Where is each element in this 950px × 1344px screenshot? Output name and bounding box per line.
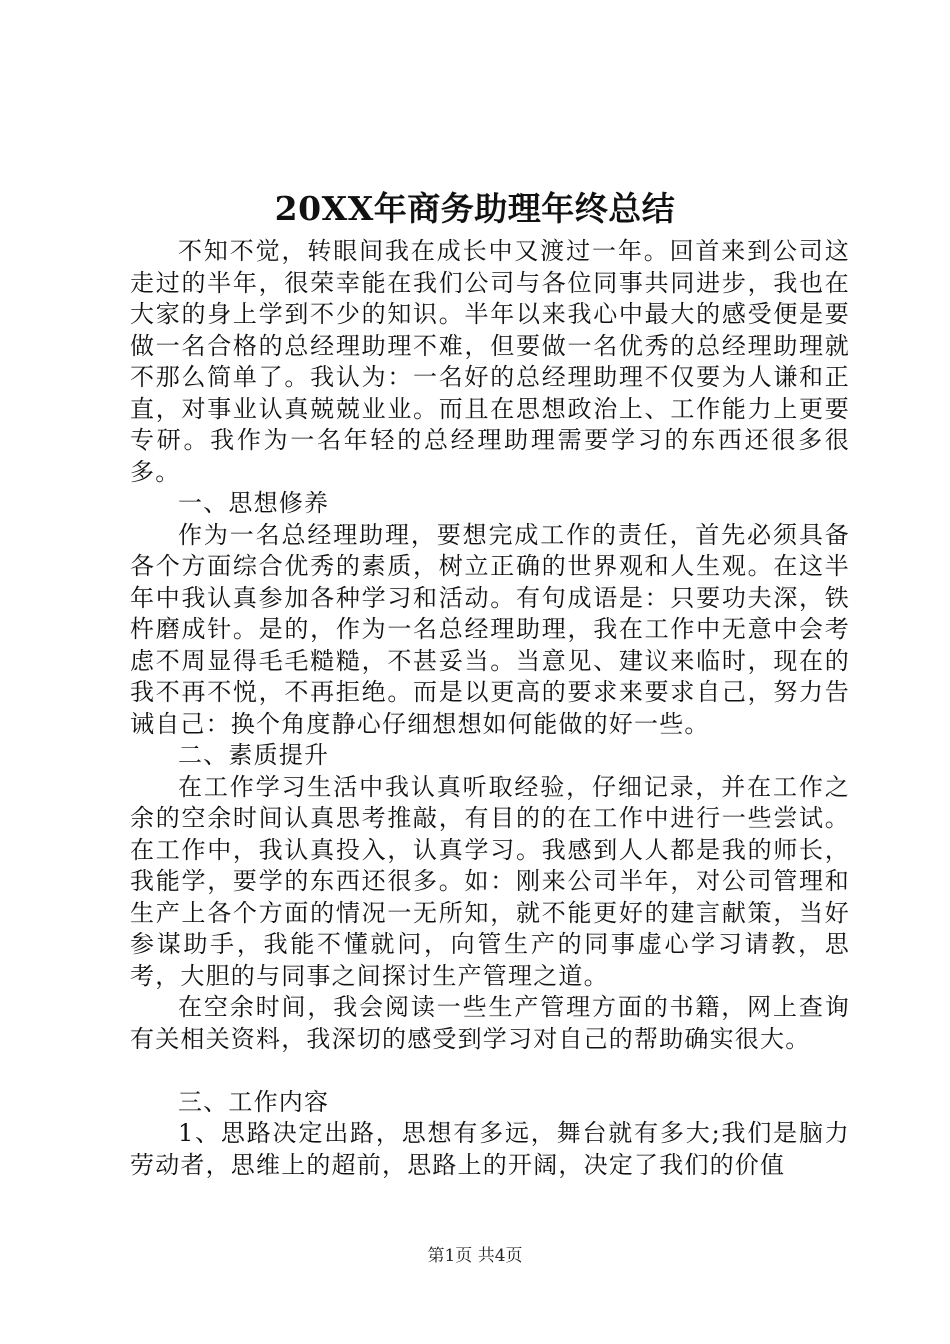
section-2-paragraph-2: 在空余时间，我会阅读一些生产管理方面的书籍，网上查询有关相关资料，我深切的感受到学习对自己的帮助确实很大。 (130, 993, 850, 1053)
section-heading-3: 三、工作内容 (178, 1087, 330, 1116)
document-title: 20XX年商务助理年终总结 (274, 189, 676, 228)
intro-paragraph: 不知不觉，转眼间我在成长中又渡过一年。回首来到公司这走过的半年，很荣幸能在我们公司与各位同事共同进步，我也在大家的身上学到不少的知识。半年以来我心中最大的感受便是要做一名合格的总经理助理不难，但要做一名优秀的总经理助理就不那么简单了。我认为：一名好的总经理助理不仅要为人谦和正直，对事业认真兢兢业业。而且在思想政治上、工作能力上更要专研。我作为一名年轻的总经理助理需要学习的东西还很多很多。 (130, 237, 850, 486)
section-heading-2: 二、素质提升 (178, 741, 330, 769)
section-2-paragraph-1: 在工作学习生活中我认真听取经验，仔细记录，并在工作之余的空余时间认真思考推敲，有目的的在工作中进行一些尝试。在工作中，我认真投入，认真学习。我感到人人都是我的师长，我能学，要学的东西还很多。如：刚来公司半年，对公司管理和生产上各个方面的情况一无所知，就不能更好的建言献策，当好参谋助手，我能不懂就问，向管生产的同事虚心学习请教，思考，大胆的与同事之间探讨生产管理之道。 (130, 772, 850, 990)
section-1-paragraph: 作为一名总经理助理，要想完成工作的责任，首先必须具备各个方面综合优秀的素质，树立正确的世界观和人生观。在这半年中我认真参加各种学习和活动。有句成语是：只要功夫深，铁杵磨成针。是的，作为一名总经理助理，我在工作中无意中会考虑不周显得毛毛糙糙，不甚妥当。当意见、建议来临时，现在的我不再不悦，不再拒绝。而是以更高的要求来要求自己，努力告诫自己：换个角度静心仔细想想如何能做的好一些。 (130, 520, 850, 738)
section-3-paragraph-1: 1、思路决定出路，思想有多远，舞台就有多大;我们是脑力劳动者，思维上的超前，思路上的开阔，决定了我们的价值 (130, 1119, 850, 1179)
section-heading-1: 一、思想修养 (178, 489, 330, 517)
document-body (130, 236, 850, 1181)
page-footer: 第1页 共4页 (427, 1246, 523, 1266)
blank-line (130, 1055, 850, 1087)
